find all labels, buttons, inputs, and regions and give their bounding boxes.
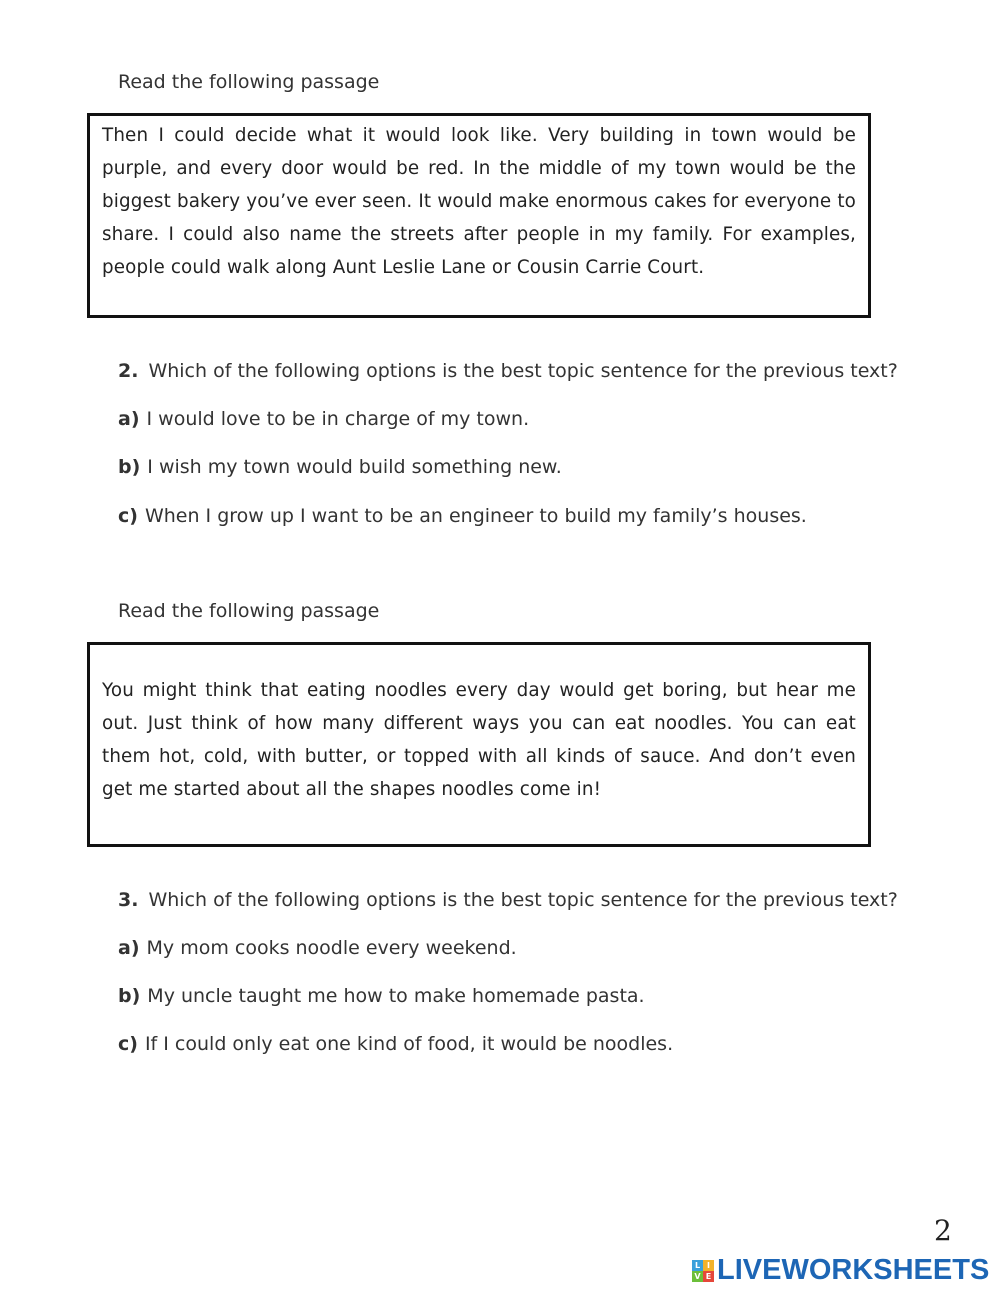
option-3b[interactable] [118,985,645,1007]
logo-mark-cell: V [692,1271,703,1282]
option-letter: a) [118,937,140,959]
question-text: Which of the following options is the best topic sentence for the previous text? [148,360,898,382]
option-letter: b) [118,985,141,1007]
logo-mark-cell: L [692,1260,703,1271]
page-number: 2 [934,1214,952,1247]
option-text: I wish my town would build something new. [147,456,562,478]
question-number: 3. [118,889,139,911]
instruction-1: Read the following passage [118,71,380,93]
passage-text-2: You might think that eating noodles every day would get boring, but hear me out. Just think of how many different ways you can eat noodles. You can eat them hot, cold, with butter, or topped with all kinds of sauce. And don’t even get me started about all the shapes noodles come in! [102,680,856,800]
option-2c[interactable] [118,505,807,527]
option-3a[interactable] [118,937,517,959]
option-text: My uncle taught me how to make homemade pasta. [147,985,645,1007]
option-2a[interactable] [118,408,529,430]
option-letter: c) [118,1033,138,1055]
liveworksheets-mark-icon [692,1260,714,1282]
option-3c[interactable] [118,1033,673,1055]
question-text: Which of the following options is the best topic sentence for the previous text? [148,889,898,911]
passage-box-2 [87,642,871,847]
instruction-2: Read the following passage [118,600,380,622]
option-letter: c) [118,505,138,527]
option-text: I would love to be in charge of my town. [146,408,530,430]
option-letter: b) [118,456,141,478]
option-text: My mom cooks noodle every weekend. [146,937,517,959]
option-2b[interactable] [118,456,562,478]
option-letter: a) [118,408,140,430]
logo-mark-cell: E [703,1271,714,1282]
question-3 [118,889,898,911]
option-text: If I could only eat one kind of food, it would be noodles. [144,1033,674,1055]
brand-name: LIVEWORKSHEETS [717,1254,990,1286]
question-number: 2. [118,360,139,382]
option-text: When I grow up I want to be an engineer to build my family’s houses. [144,505,807,527]
passage-box-1 [87,113,871,318]
liveworksheets-logo [692,1254,989,1287]
logo-mark-cell: I [703,1260,714,1271]
passage-text-1: Then I could decide what it would look like. Very building in town would be purple, and every door would be red. In the middle of my town would be the biggest bakery you’ve ever seen. It would make enormous cakes for everyone to share. I could also name the streets after people in my family. For examples, people could walk along Aunt Leslie Lane or Cousin Carrie Court. [102,125,856,278]
question-2 [118,360,898,382]
